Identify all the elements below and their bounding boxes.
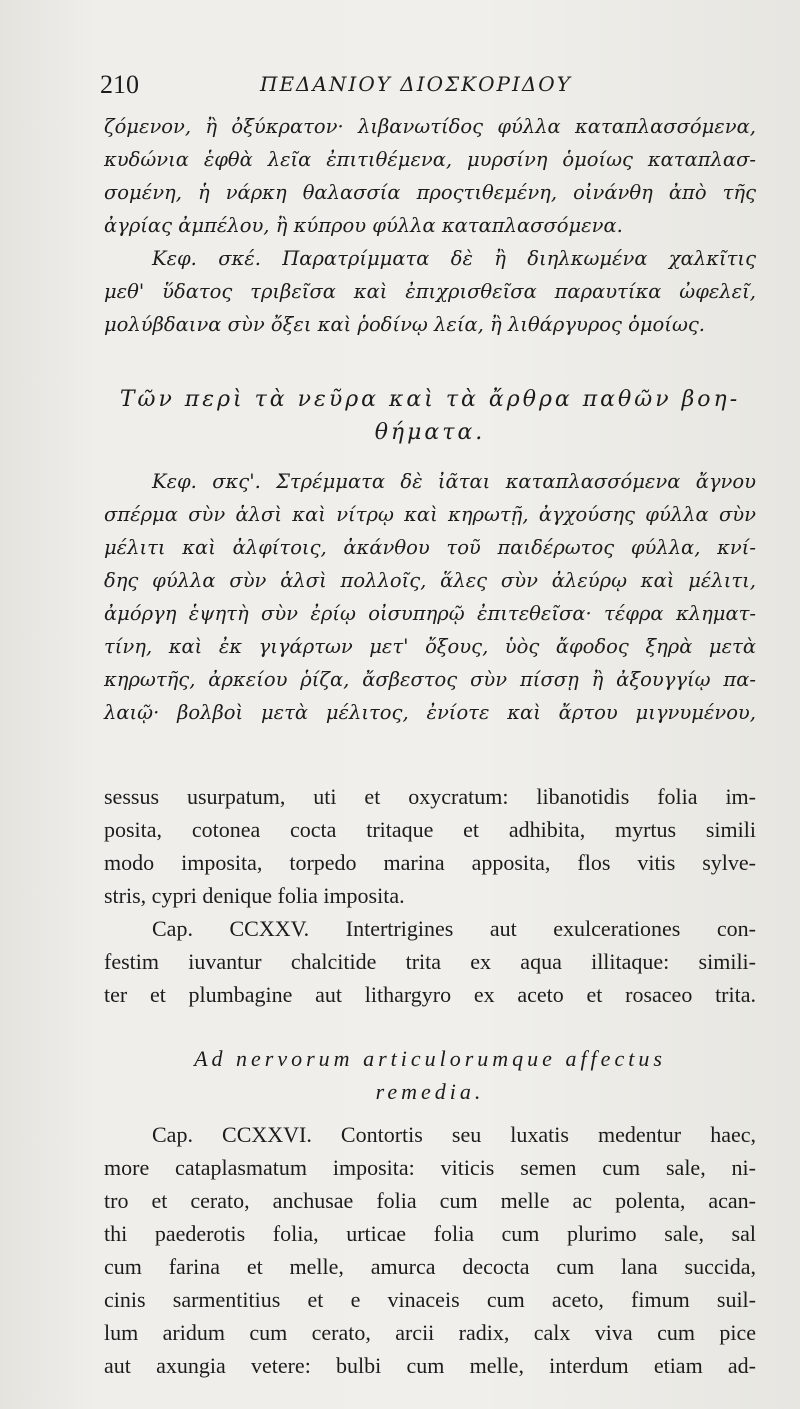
latin-line: tro et cerato, anchusae folia cum melle ac polenta, acan- bbox=[104, 1188, 756, 1213]
greek-line: ἀγρίας ἀμπέλου, ἢ κύπρου φύλλα καταπλασσόμενα. bbox=[104, 214, 623, 237]
latin-text-bottom bbox=[104, 1118, 756, 1382]
latin-line: more cataplasmatum imposita: viticis semen cum sale, ni- bbox=[104, 1155, 756, 1180]
latin-line: cinis sarmentitius et e vinaceis cum aceto, fimum suil- bbox=[104, 1287, 756, 1312]
greek-line: λαιῷ· βολβοὶ μετὰ μέλιτος, ἐνίοτε καὶ ἄρτου μιγνυμένου, bbox=[104, 701, 756, 724]
latin-line: thi paederotis folia, urticae folia cum plurimo sale, sal bbox=[104, 1221, 756, 1246]
latin-text-top bbox=[104, 780, 756, 1011]
greek-line: μέλιτι καὶ ἀλφίτοις, ἀκάνθου τοῦ παιδέρωτος φύλλα, κνί- bbox=[104, 536, 756, 559]
greek-heading-line: θήματα. bbox=[374, 420, 486, 445]
latin-section-heading bbox=[104, 1042, 756, 1108]
page-number: 210 bbox=[100, 70, 139, 99]
greek-heading-line: Τῶν περὶ τὰ νεῦρα καὶ τὰ ἄρθρα παθῶν βοη- bbox=[119, 387, 741, 412]
latin-line: modo imposita, torpedo marina apposita, flos vitis sylve- bbox=[104, 850, 756, 875]
greek-text-top bbox=[104, 110, 756, 341]
latin-line: posita, cotonea cocta tritaque et adhibita, myrtus simili bbox=[104, 817, 756, 842]
latin-line: Cap. CCXXVI. Contortis seu luxatis medentur haec, bbox=[152, 1122, 756, 1147]
latin-line: lum aridum cum cerato, arcii radix, calx viva cum pice bbox=[104, 1320, 756, 1345]
latin-line: festim iuvantur chalcitide trita ex aqua illitaque: simili- bbox=[104, 949, 756, 974]
latin-line: stris, cypri denique folia imposita. bbox=[104, 883, 405, 908]
greek-text-bottom bbox=[104, 465, 756, 729]
latin-line: Cap. CCXXV. Intertrigines aut exulcerationes con- bbox=[152, 916, 756, 941]
greek-line: Κεφ. σκέ. Παρατρίμματα δὲ ἢ διηλκωμένα χαλκῖτις bbox=[152, 247, 756, 270]
latin-line: aut axungia vetere: bulbi cum melle, interdum etiam ad- bbox=[104, 1353, 756, 1378]
greek-line: ἀμόργη ἑψητὴ σὺν ἐρίῳ οἰσυπηρῷ ἐπιτεθεῖσα· τέφρα κληματ- bbox=[104, 602, 756, 625]
greek-line: κυδώνια ἑφθὰ λεῖα ἐπιτιθέμενα, μυρσίνη ὁμοίως καταπλασ- bbox=[104, 148, 756, 171]
greek-line: σπέρμα σὺν ἁλσὶ καὶ νίτρῳ καὶ κηρωτῇ, ἀγχούσης φύλλα σὺν bbox=[104, 503, 756, 526]
greek-line: ζόμενον, ἢ ὀξύκρατον· λιβανωτίδος φύλλα καταπλασσόμενα, bbox=[104, 115, 756, 138]
greek-line: τίνη, καὶ ἐκ γιγάρτων μετ' ὄξους, ὑὸς ἄφοδος ξηρὰ μετὰ bbox=[104, 635, 756, 658]
latin-heading-line: Ad nervorum articulorumque affectus bbox=[194, 1046, 666, 1071]
latin-line: cum farina et melle, amurca decocta cum lana succida, bbox=[104, 1254, 756, 1279]
greek-line: μεθ' ὕδατος τριβεῖσα καὶ ἐπιχρισθεῖσα παραυτίκα ὠφελεῖ, bbox=[104, 280, 756, 303]
latin-line: ter et plumbagine aut lithargyro ex aceto et rosaceo trita. bbox=[104, 982, 756, 1007]
running-head: ΠΕΔΑΝΙΟΥ ΔΙΟΣΚΟΡΙΔΟΥ bbox=[260, 72, 572, 96]
greek-line: κηρωτῆς, ἀρκείου ῥίζα, ἄσβεστος σὺν πίσσῃ ἢ ἀξουγγίῳ πα- bbox=[104, 668, 756, 691]
page-header bbox=[100, 66, 760, 106]
greek-section-heading bbox=[104, 383, 756, 449]
greek-line: μολύβδαινα σὺν ὄξει καὶ ῥοδίνῳ λεία, ἢ λιθάργυρος ὁμοίως. bbox=[104, 313, 705, 336]
latin-line: sessus usurpatum, uti et oxycratum: libanotidis folia im- bbox=[104, 784, 756, 809]
greek-line: Κεφ. σκς'. Στρέμματα δὲ ἰᾶται καταπλασσόμενα ἄγνου bbox=[152, 470, 756, 493]
greek-line: δης φύλλα σὺν ἁλσὶ πολλοῖς, ἅλες σὺν ἀλεύρῳ καὶ μέλιτι, bbox=[104, 569, 756, 592]
latin-heading-line: remedia. bbox=[375, 1079, 485, 1104]
greek-line: σομένη, ἡ νάρκη θαλασσία προςτιθεμένη, οἰνάνθη ἀπὸ τῆς bbox=[104, 181, 756, 204]
